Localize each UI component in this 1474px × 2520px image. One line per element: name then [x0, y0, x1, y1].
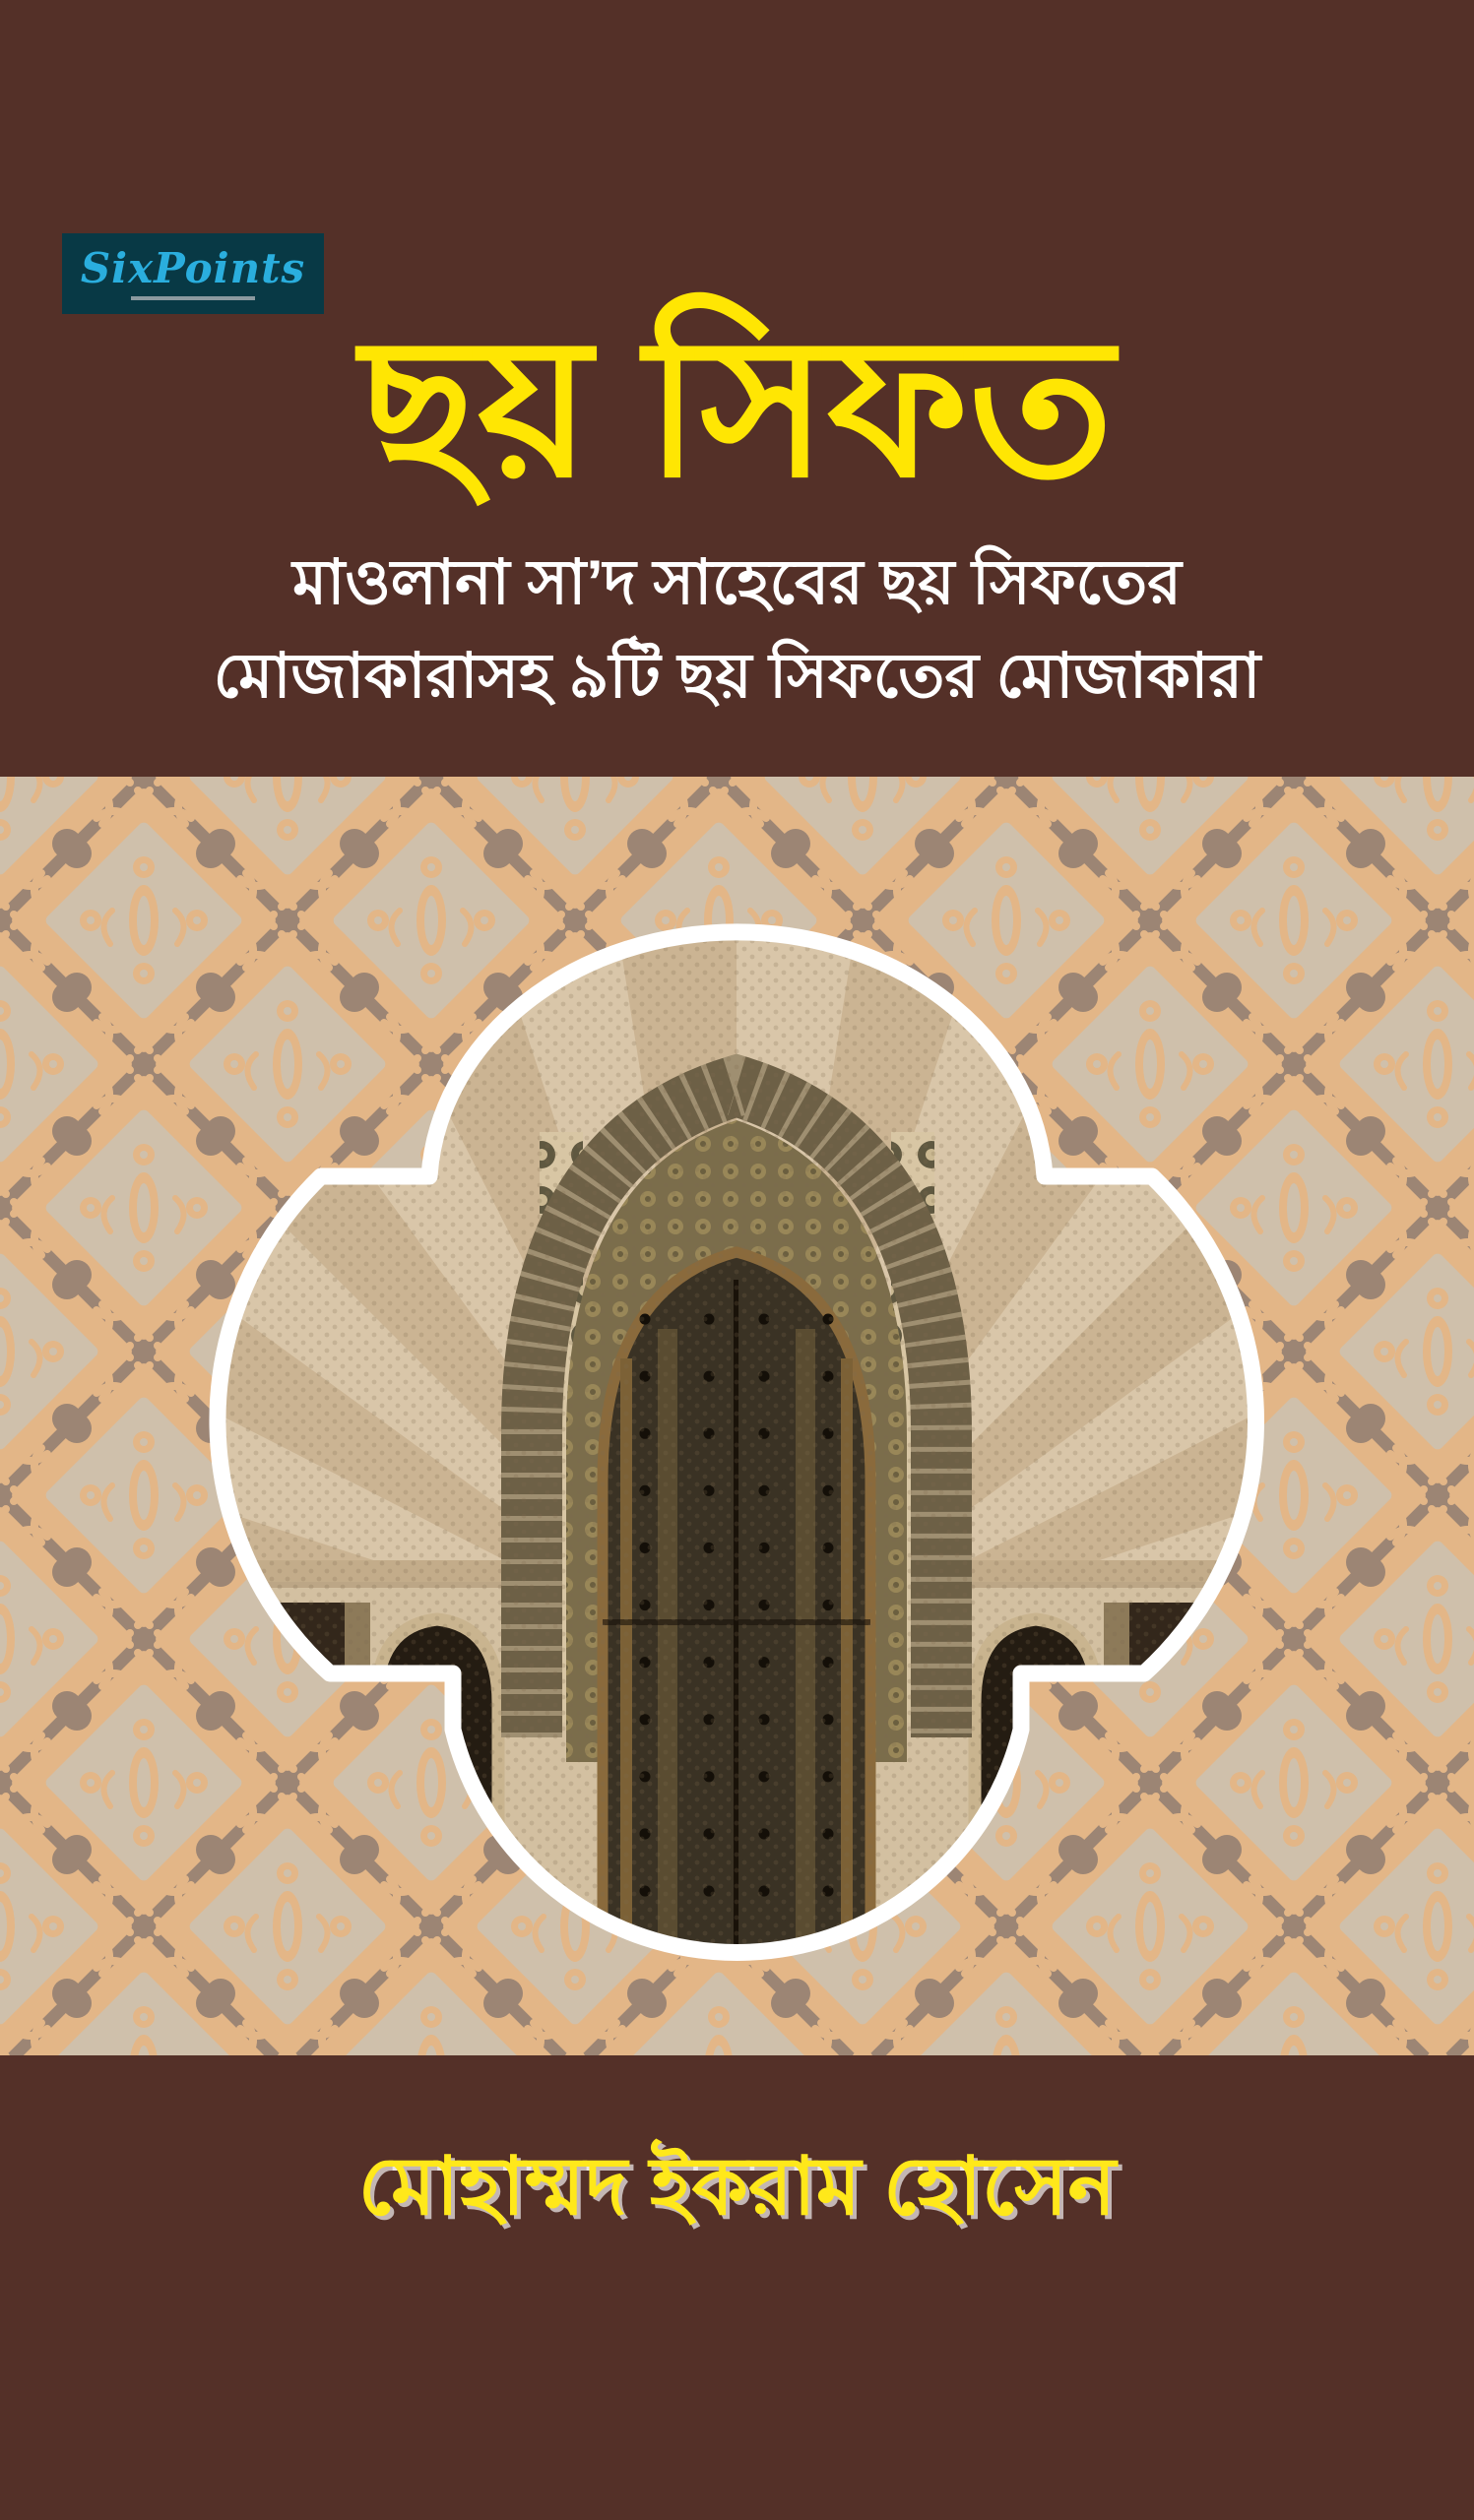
publisher-logo	[62, 233, 324, 314]
publisher-logo-underline	[131, 296, 255, 300]
book-subtitle	[0, 536, 1474, 723]
subtitle-line-2: মোজাকারাসহ ৯টি ছয় সিফতের মোজাকারা	[213, 641, 1261, 711]
author-name: মোহাম্মদ ইকরাম হোসেন	[357, 2142, 1117, 2232]
subtitle-line-1: মাওলানা সা’দ সাহেবের ছয় সিফতের	[292, 548, 1182, 617]
damask-pattern	[0, 777, 1474, 2055]
damask-pattern-band	[0, 777, 1474, 2055]
book-title: ছয় সিফত	[360, 300, 1114, 516]
publisher-logo-text: SixPoints	[80, 243, 306, 292]
